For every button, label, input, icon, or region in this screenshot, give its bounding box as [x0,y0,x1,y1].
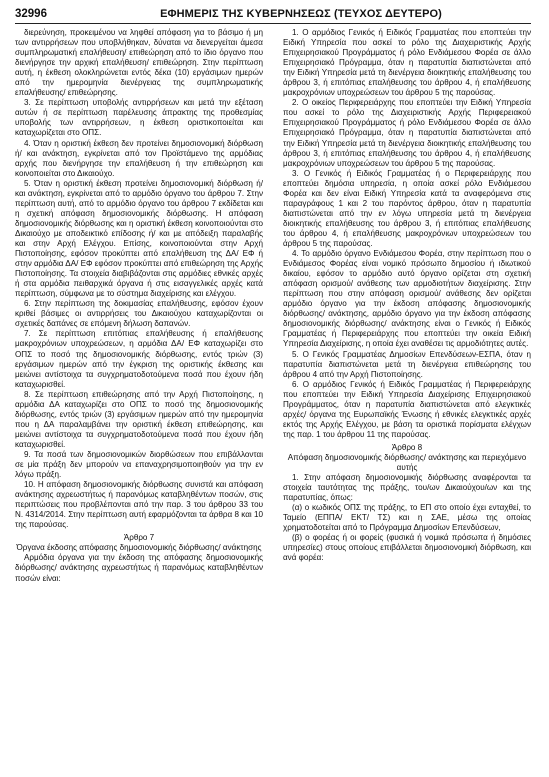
page-number: 32996 [15,8,47,20]
paragraph: Αρμόδια όργανα για την έκδοση της απόφασης δημοσιονομικής διόρθωσης/ ανάκτησης αχρεωστήτως ή παρανόμως καταβληθέντων ποσών είναι: [15,553,263,583]
paragraph: 8. Σε περίπτωση επιθεώρησης από την Αρχή Πιστοποίησης, η αρμόδια ΔΑ καταχωρίζει στο ΟΠΣ το ποσό της δημοσιονομικής διόρθωσης, εντός τριών (3) εργάσιμων ημερών από την ημερομηνία που η ΔΑ παραλαμβάνει την οριστική έκθεση επιθεώρησης, και μειώνει αντίστοιχα τα συγχρηματοδοτούμενα ποσά που έχουν ήδη καταχωρισθεί. [15,389,263,449]
page-header [15,6,531,24]
article-8-title: Απόφαση δημοσιονομικής διόρθωσης/ ανάκτησης και περιεχόμενο αυτής [287,452,527,473]
paragraph: 3. Ο Γενικός ή Ειδικός Γραμματέας ή ο Περιφερειάρχης που εποπτεύει δημόσια υπηρεσία, η οποία ασκεί ρόλο Ενδιάμεσου Φορέα και δεν είναι Ειδική Υπηρεσία κατά τα αναφερόμενα στις παραγράφους 1 και 2 του παρόντος άρθρου, όταν η παρατυπία διαπιστώνεται από την εν λόγω υπηρεσία μετά τη διενέργεια διοικητικής επαλήθευσης του άρθρου 3, ή επιτόπιας επαλήθευσης του άρθρου 4, ή επαλήθευσης μακροχρόνιων υποχρεώσεων του άρθρου 5 της παρούσας. [283,168,531,248]
paragraph: 6. Ο αρμόδιος Γενικός ή Ειδικός Γραμματέας ή Περιφερειάρχης που εποπτεύει την Ειδική Υπηρεσία Διαχείρισης Επιχειρησιακού Προγράμματος, όταν η παρατυπία διαπιστώνεται από ελεγκτικές αρχές/ όργανα της Ευρωπαϊκής Ένωσης ή εθνικές ελεγκτικές αρχές εκτός της Αρχής Ελέγχου, με βάση τα οριστικά πορίσματα ελέγχων της παρ. 1 του άρθρου 11 της παρούσας. [283,379,531,439]
right-column [283,28,531,584]
paragraph: 5. Ο Γενικός Γραμματέας Δημοσίων Επενδύσεων-ΕΣΠΑ, όταν η παρατυπία διαπιστώνεται μετά τη διενέργεια επιθεώρησης του άρθρου 4 από την Αρχή Πιστοποίησης. [283,349,531,379]
article-7-heading: Άρθρο 7 [123,533,155,543]
paragraph: διερεύνηση, προκειμένου να ληφθεί απόφαση για το βάσιμο ή μη των αντιρρήσεων που υποβλήθηκαν, δύναται να διενεργείται άμεσα συμπληρωματική επαλήθευση/ επιθεώρηση από το ίδιο όργανο που διενήργησε την αρχική επαλήθευση/ επιθεώρηση. Στην περίπτωση αυτή, η έκθεση ολοκληρώνεται εντός δέκα (10) εργάσιμων ημερών από την ημερομηνία διενέργειας της συμπληρωματικής επαλήθευσης/ επιθεώρησης. [15,28,263,98]
text-columns [15,28,531,584]
paragraph: 10. Η απόφαση δημοσιονομικής διόρθωσης συνιστά και απόφαση ανάκτησης αχρεωστήτως ή παρανόμως καταβληθέντων ποσών, στις περιπτώσεις που προβλέπονται από την παρ. 3 του άρθρου 33 του Ν. 4314/2014. Στην περίπτωση αυτή εφαρμόζονται τα άρθρα 8 και 10 της παρούσας. [15,480,263,530]
article-8-heading: Άρθρο 8 [391,442,423,452]
paragraph: (α) ο κωδικός ΟΠΣ της πράξης, το ΕΠ στο οποίο έχει ενταχθεί, το Ταμείο (ΕΠΠΑ/ ΕΚΤ/ ΤΣ) και η ΣΑΕ, μέσω της οποίας χρηματοδοτείται από το Πρόγραμμα Δημοσίων Επενδύσεων, [283,503,531,533]
paragraph: 5. Όταν η οριστική έκθεση προτείνει δημοσιονομική διόρθωση ή/ και ανάκτηση, εγκρίνεται από το αρμόδιο όργανο του άρθρου 7. Στην περίπτωση αυτή, από το αρμόδιο όργανο του άρθρου 7 εκδίδεται και η σχετική απόφαση δημοσιονομικής διόρθωσης. Η απόφαση δημοσιονομικής διόρθωσης και η οριστική έκθεση κοινοποιούνται στο Δικαιούχο με αποδεικτικό επίδοσης ή/ και με απόδειξη παραλαβής και στην Αρχή Ελέγχου. Επίσης, κοινοποιούνται στην Αρχή Πιστοποίησης, εφόσον προκύπτει από επαλήθευση της ΔΑ/ ΕΦ ή στην αρμόδια ΔΑ/ ΕΦ εφόσον προκύπτει από επιθεώρηση της Αρχής Πιστοποίησης. Τα στοιχεία διαβιβάζονται στις αρμόδιες εθνικές αρχές ή στα αρμόδια πειθαρχικά όργανα ή στις εισαγγελικές αρχές κατά περίπτωση, σύμφωνα με το σύστημα διαχείρισης και ελέγχου. [15,178,263,299]
paragraph: 9. Τα ποσά των δημοσιονομικών διορθώσεων που επιβάλλονται σε μία πράξη δεν μπορούν να επαναχρησιμοποιηθούν για την εν λόγω πράξη. [15,449,263,480]
journal-title: ΕΦΗΜΕΡΙΣ ΤΗΣ ΚΥΒΕΡΝΗΣΕΩΣ (ΤΕΥΧΟΣ ΔΕΥΤΕΡΟ) [160,8,442,20]
paragraph: 1. Στην απόφαση δημοσιονομικής διόρθωσης αναφέρονται τα στοιχεία ταυτότητας της πράξης, του/ων Δικαιούχου/ων και της παρατυπίας, όπως: [283,473,531,503]
paragraph: 4. Όταν η οριστική έκθεση δεν προτείνει δημοσιονομική διόρθωση ή/ και ανάκτηση, εγκρίνεται από τον Προϊστάμενο της αρμόδιας αρχής που διενήργησε την επαλήθευση ή την επιθεώρηση και κοινοποιείται στο Δικαιούχο. [15,138,263,178]
article-7-title: Όργανα έκδοσης απόφασης δημοσιονομικής διόρθωσης/ ανάκτησης [16,543,262,553]
paragraph: 4. Το αρμόδιο όργανο Ενδιάμεσου Φορέα, στην περίπτωση που ο Ενδιάμεσος Φορέας είναι νομικό πρόσωπο δημοσίου ή ιδιωτικού δικαίου, εφόσον το αρμόδιο αυτό όργανο ορίζεται στη σχετική απόφαση ορισμού/ ανάθεσης των αρμοδιοτήτων διαχείρισης. Στην περίπτωση που στην απόφαση ορισμού/ ανάθεσης δεν ορίζεται αρμόδιο όργανο για την έκδοση απόφασης δημοσιονομικής διόρθωσης/ ανάκτησης, αρμόδιο όργανο για την έκδοση απόφασης δημοσιονομικής διόρθωσης/ ανάκτησης είναι ο Γενικός ή Ειδικός Γραμματέας ή Περιφερειάρχης που εποπτεύει την οικεία Ειδική Υπηρεσία Διαχείρισης, η οποία έχει αναθέσει τις αρμοδιότητες αυτές. [283,249,531,349]
left-column [15,28,263,584]
paragraph: 3. Σε περίπτωση υποβολής αντιρρήσεων και μετά την εξέταση αυτών ή σε περίπτωση παρέλευσης άπρακτης της προθεσμίας υποβολής των αντιρρήσεων, η έκθεση οριστικοποιείται και καταχωρίζεται στο ΟΠΣ. [15,98,263,138]
paragraph: 7. Σε περίπτωση επιτόπιας επαλήθευσης ή επαλήθευσης μακροχρόνιων υποχρεώσεων, η αρμόδια ΔΑ/ ΕΦ καταχωρίζει στο ΟΠΣ το ποσό της δημοσιονομικής διόρθωσης, εντός τριών (3) εργάσιμων ημερών από την έγκριση της οριστικής έκθεσης και μειώνει αντίστοιχα τα συγχρηματοδοτούμενα ποσά που έχουν ήδη καταχωρισθεί. [15,329,263,389]
paragraph: 6. Στην περίπτωση της δοκιμασίας επαλήθευσης, εφόσον έχουν κριθεί βάσιμες οι αντιρρήσεις του Δικαιούχου καταχωρίζονται οι σχετικές δαπάνες σε επόμενη δήλωση δαπανών. [15,299,263,329]
paragraph: 1. Ο αρμόδιος Γενικός ή Ειδικός Γραμματέας που εποπτεύει την Ειδική Υπηρεσία που ασκεί το ρόλο της Διαχειριστικής Αρχής Επιχειρησιακού Προγράμματος ή ρόλο Ενδιάμεσου Φορέα σε άλλο Επιχειρησιακό Πρόγραμμα, όταν η παρατυπία διαπιστώνεται από την Ειδική Υπηρεσία μετά τη διενέργεια διοικητικής επαλήθευσης του άρθρου 3, ή επιτόπιας επαλήθευσης του άρθρου 4, ή επαλήθευσης μακροχρόνιων υποχρεώσεων του άρθρου 5 της παρούσας. [283,28,531,98]
paragraph: 2. Ο οικείος Περιφερειάρχης που εποπτεύει την Ειδική Υπηρεσία που ασκεί το ρόλο της Διαχειριστικής Αρχής Περιφερειακού Επιχειρησιακού Προγράμματος ή ρόλο Ενδιάμεσου Φορέα σε άλλο Επιχειρησιακό Πρόγραμμα, όταν η παρατυπία διαπιστώνεται από την Ειδική Υπηρεσία μετά τη διενέργεια διοικητικής επαλήθευσης του άρθρου 3, ή επιτόπιας επαλήθευσης του άρθρου 4, ή επαλήθευσης μακροχρόνιων υποχρεώσεων του άρθρου 5 της παρούσας. [283,98,531,168]
paragraph: (β) ο φορέας ή οι φορείς (φυσικά ή νομικά πρόσωπα ή δημόσιες υπηρεσίες) στους οποίους επιβάλλεται δημοσιονομική διόρθωση, και ανά φορέα: [283,533,531,563]
